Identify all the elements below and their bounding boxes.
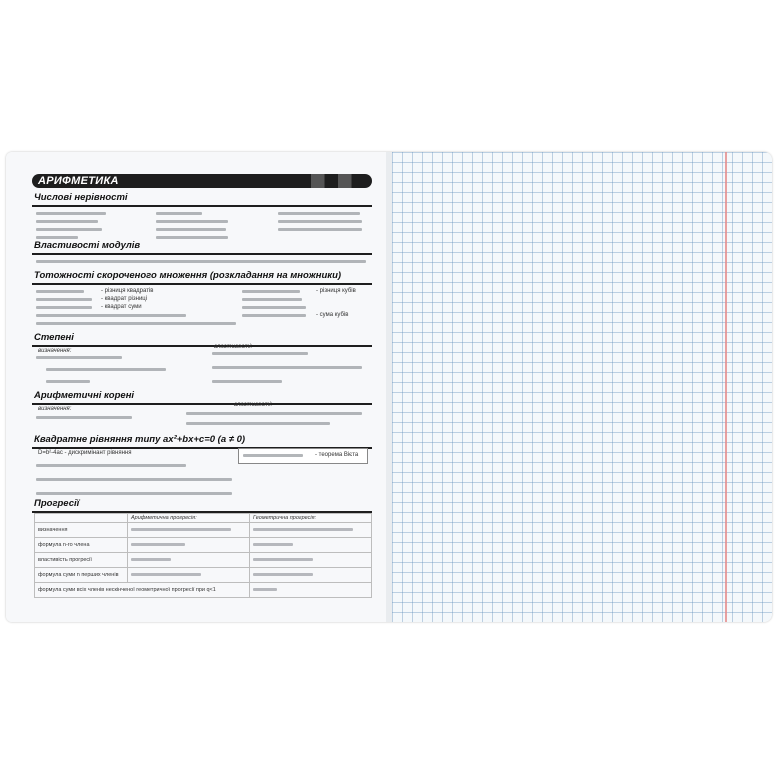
red-margin-line [725,152,727,622]
cover-page: АРИФМЕТИКА Числові нерівності Властивості модулів Тотожності скороченого множення (розкладання на множники) - різниця квадратів - квадрат різниці - квадрат суми - різниця кубів - сума кубів Степені визначення: властивості: Арифметичні корені визначення: властивості: Квадратне рівняння типу ax²+bx+c=0 (a ≠ 0) D=b²-4ac - дискримінант рівняння - теорема Вієта Прогресії Арифметична прогресія: Геометрична прогресія: визначення формула n-го члена властивість прогресії формула суми n перших членів формула суми всіх членів нескінченої геометричної прогресії при q<1 [6,152,386,622]
vieta-box: - теорема Вієта [238,448,368,464]
section-quadratic: Квадратне рівняння типу ax²+bx+c=0 (a ≠ 0) [32,434,372,449]
notebook [6,152,772,622]
section-inequalities: Числові нерівності [32,192,372,207]
section-powers: Степені [32,332,372,347]
progressions-table: Арифметична прогресія: Геометрична прогресія: визначення формула n-го члена властивість прогресії формула суми n перших членів формула суми всіх членів нескінченої геометричної прогресії при q<1 [34,513,372,598]
cover-title-bar [32,174,372,188]
section-progressions: Прогресії [32,498,372,513]
section-modules: Властивості модулів [32,240,372,255]
section-roots: Арифметичні корені [32,390,372,405]
cover-title: АРИФМЕТИКА [38,175,119,187]
grid-page [392,152,772,622]
section-identities: Тотожності скороченого множення (розкладання на множники) [32,270,372,285]
